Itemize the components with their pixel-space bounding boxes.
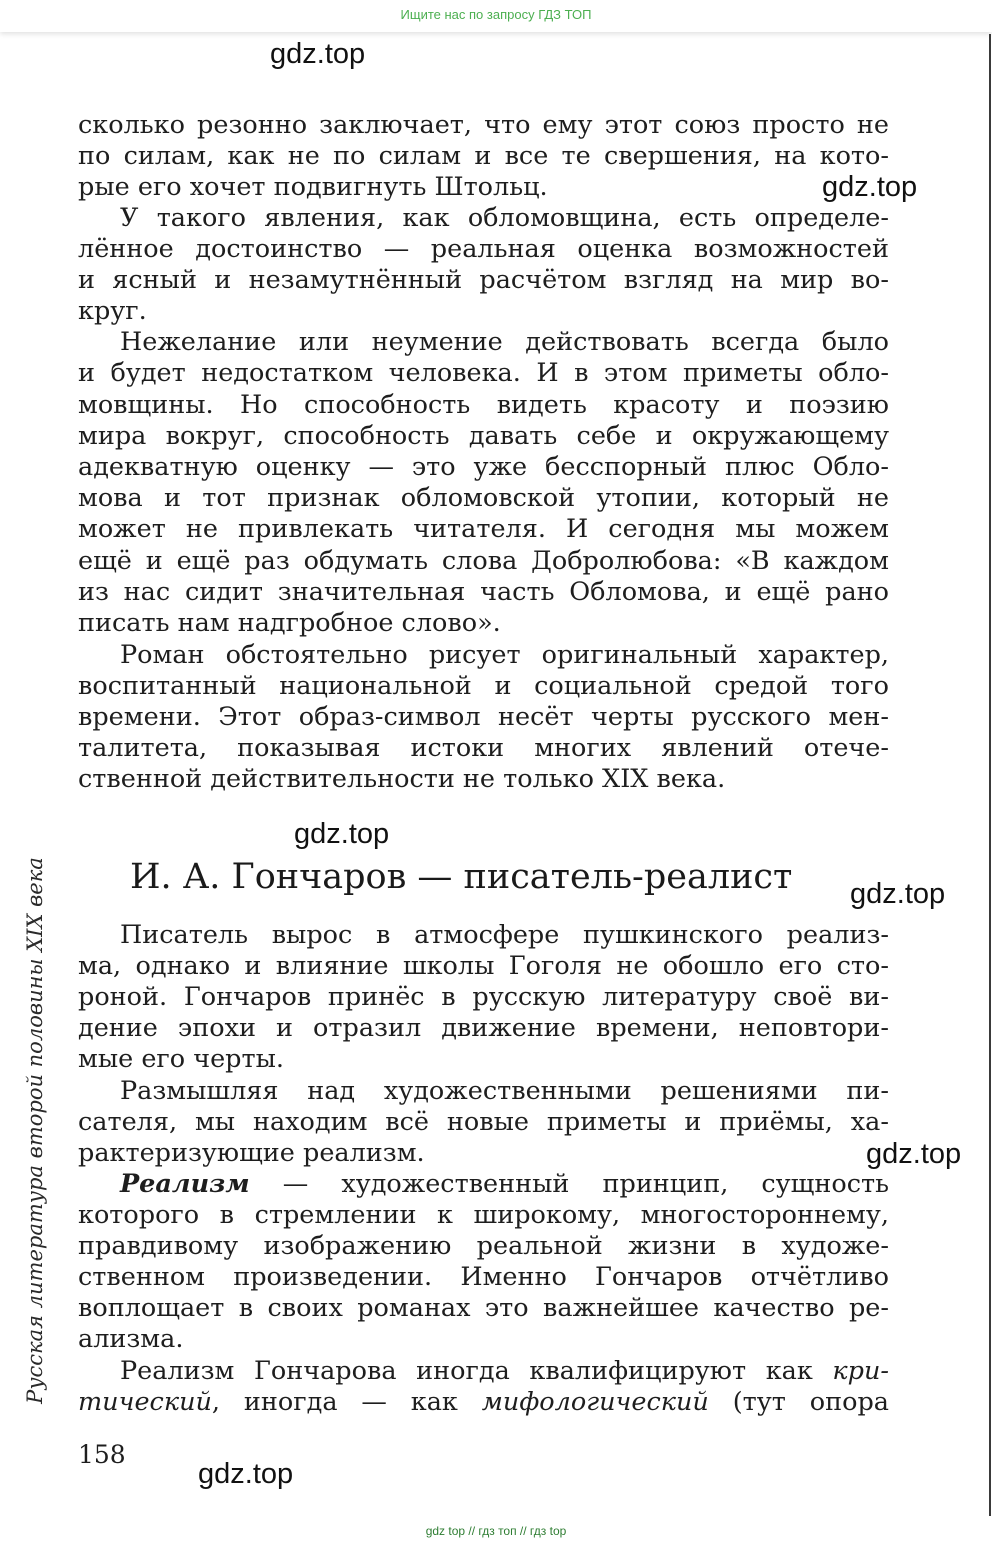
text-line: мова и тот признак обломовской утопии, который не bbox=[78, 483, 889, 513]
text-line: У такого явления, как обломовщина, есть определе- bbox=[120, 203, 889, 233]
section-heading: И. А. Гончаров — писатель-реалист bbox=[130, 857, 793, 897]
text-line: воплощает в своих романах это важнейшее качество ре- bbox=[78, 1293, 889, 1323]
page-edge-line bbox=[989, 34, 991, 1516]
text-line: ственной действительности не только XIX века. bbox=[78, 764, 726, 794]
text-fragment: (тут опора bbox=[708, 1387, 890, 1417]
text-line: ализма. bbox=[78, 1324, 184, 1354]
text-line: сколько резонно заключает, что ему этот союз просто не bbox=[78, 110, 889, 140]
watermark: gdz.top bbox=[198, 1458, 294, 1490]
text-line: дение эпохи и отразил движение времени, неповтори- bbox=[78, 1013, 889, 1043]
text-line: из нас сидит значительная часть Обломова, и ещё рано bbox=[78, 577, 889, 607]
text-line: рые его хочет подвигнуть Штольц. bbox=[78, 172, 548, 202]
footer-links[interactable]: gdz top // гдз топ // гдз top bbox=[425, 1524, 567, 1538]
text-fragment: , иногда — как bbox=[211, 1387, 482, 1417]
text-line: Нежелание или неумение действовать всегда было bbox=[120, 327, 889, 357]
running-head-vertical: Русская литература второй половины XIX века bbox=[23, 857, 47, 1404]
text-line: Роман обстоятельно рисует оригинальный характер, bbox=[120, 640, 889, 670]
text-line: и ясный и незамутнённый расчётом взгляд на мир во- bbox=[78, 265, 889, 295]
text-line: воспитанный национальной и социальной средой того bbox=[78, 671, 889, 701]
text-line: мовщины. Но способность видеть красоту и поэзию bbox=[78, 390, 889, 420]
text-line bbox=[78, 1387, 889, 1418]
watermark: gdz.top bbox=[822, 171, 918, 203]
watermark: gdz.top bbox=[270, 38, 366, 70]
text-line: сателя, мы находим всё новые приметы и приёмы, ха- bbox=[78, 1107, 889, 1137]
text-line: писать нам надгробное слово». bbox=[78, 608, 501, 638]
term-realism: Реализм bbox=[120, 1169, 250, 1199]
watermark: gdz.top bbox=[294, 818, 390, 850]
text-line: мые его черты. bbox=[78, 1044, 285, 1074]
text-line: ственном произведении. Именно Гончаров отчётливо bbox=[78, 1262, 889, 1292]
text-line: времени. Этот образ-символ несёт черты русского мен- bbox=[78, 702, 889, 732]
text-line bbox=[120, 1356, 889, 1387]
text-line: адекватную оценку — это уже бесспорный плюс Обло- bbox=[78, 452, 889, 482]
text-fragment-italic: мифологический bbox=[481, 1387, 709, 1417]
text-fragment-italic: кри- bbox=[832, 1356, 889, 1386]
text-line: круг. bbox=[78, 296, 147, 326]
text-line: правдивому изображению реальной жизни в художе- bbox=[78, 1231, 889, 1261]
text-line: роной. Гончаров принёс в русскую литературу своё ви- bbox=[78, 982, 889, 1012]
text-line: Писатель вырос в атмосфере пушкинского реализ- bbox=[120, 920, 889, 950]
text-fragment: Реализм Гончарова иногда квалифицируют как bbox=[120, 1356, 833, 1386]
text-line: мира вокруг, способность давать себе и окружающему bbox=[78, 421, 889, 451]
text-line: ма, однако и влияние школы Гоголя не обошло его сто- bbox=[78, 951, 889, 981]
text-line bbox=[120, 1169, 889, 1200]
watermark: gdz.top bbox=[850, 878, 946, 910]
search-banner[interactable]: Ищите нас по запросу ГДЗ ТОП bbox=[0, 0, 992, 32]
text-line: лённое достоинство — реальная оценка возможностей bbox=[78, 234, 889, 264]
text-line: Размышляя над художественными решениями пи- bbox=[120, 1076, 889, 1106]
text-line: по силам, как не по силам и все те свершения, на кото- bbox=[78, 141, 889, 171]
text-line: рактеризующие реализм. bbox=[78, 1138, 425, 1168]
text-line: может не привлекать читателя. И сегодня мы можем bbox=[78, 514, 889, 544]
watermark: gdz.top bbox=[866, 1138, 962, 1170]
text-line: ещё и ещё раз обдумать слова Добролюбова: «В каждом bbox=[78, 546, 889, 576]
text-line: талитета, показывая истоки многих явлений отече- bbox=[78, 733, 889, 763]
page-number: 158 bbox=[78, 1440, 126, 1469]
text-fragment: — художественный принцип, сущность bbox=[249, 1169, 889, 1199]
text-fragment-italic: тический bbox=[78, 1387, 212, 1417]
text-line: которого в стремлении к широкому, многостороннему, bbox=[78, 1200, 889, 1230]
text-line: и будет недостатком человека. И в этом приметы обло- bbox=[78, 358, 889, 388]
